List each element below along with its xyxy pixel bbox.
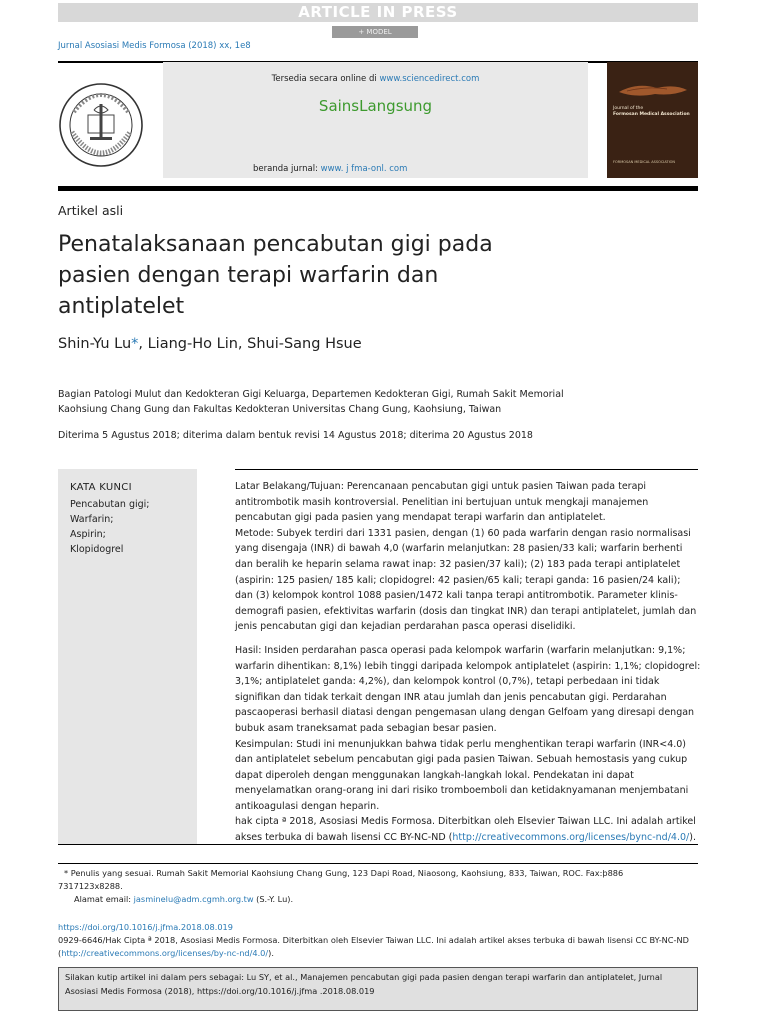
abstract-top-rule — [235, 469, 698, 470]
email-suffix: (S.-Y. Lu). — [253, 894, 294, 904]
received-dates: Diterima 5 Agustus 2018; diterima dalam bentuk revisi 14 Agustus 2018; diterima 20 Agustus 2018 — [58, 430, 533, 441]
affiliation-line-1: Bagian Patologi Mulut dan Kedokteran Gigi Keluarga, Departemen Kedokteran Gigi, Rumah Sakit Memorial — [58, 389, 564, 400]
model-badge: + MODEL — [332, 26, 418, 38]
article-in-press-banner — [58, 3, 698, 22]
society-seal-logo — [58, 82, 144, 168]
email-prefix: Alamat email: — [74, 894, 134, 904]
issn-copyright — [58, 934, 698, 960]
email-link[interactable]: jasminelu@adm.cgmh.org.tw — [133, 894, 254, 904]
corresponding-footnote — [58, 867, 704, 880]
online-prefix: Tersedia secara online di — [271, 74, 380, 84]
copyright-end: ). — [689, 832, 696, 844]
affiliation-line-2: Kaohsiung Chang Gung dan Fakultas Kedokteran Universitas Chang Gung, Kaohsiung, Taiwan — [58, 404, 502, 415]
sciencedirect-brand: SainsLangsung — [318, 97, 433, 115]
cover-title — [613, 106, 690, 118]
footnote-rule — [58, 863, 698, 864]
issn-end: ). — [268, 948, 274, 958]
title-line-3: antiplatelet — [58, 294, 185, 319]
cover-title-line1: Journal of the — [613, 106, 644, 111]
keywords-box — [58, 469, 197, 844]
keyword-item: Klopidogrel — [70, 544, 124, 555]
keyword-item: Warfarin; — [70, 514, 114, 525]
citation-box: Silakan kutip artikel ini dalam pers sebagai: Lu SY, et al., Manajemen pencabutan gigi pada pasien dengan terapi warfarin dan antiplatelet, Jurnal Asosiasi Medis Formosa (2018), https://doi.org/10.1016/j.jfma .2018.08.019 — [58, 967, 698, 1011]
abstract-methods: Metode: Subyek terdiri dari 1331 pasien, dengan (1) 60 pada warfarin dengan rasio normalisasi yang disengaja (INR) di bawah 4,0 (warfarin melanjutkan: 28 pasien/33 kali; warfarin berhenti dan beralih ke heparin selama rawat inap: 32 pasien/37 kali); (2) 183 pada terapi antiplatelet (aspirin: 125 pasien/ 185 kali; clopidogrel: 42 pasien/65 kali; terapi ganda: 16 pasien/24 kali); dan (3) kelompok kontrol 1088 pasien/1472 kali tanpa terapi antitrombotik. Parameter klinis-demografi pasien, efektivitas warfarin (dosis dan tingkat INR) dan terapi antiplatelet, jumlah dan jenis pencabutan gigi dan kejadian perdarahan pasca operasi diselidiki. — [235, 527, 697, 633]
article-type: Artikel asli — [58, 203, 124, 218]
online-availability — [163, 74, 588, 84]
cover-publisher: FORMOSAN MEDICAL ASSOCIATION — [613, 160, 675, 164]
article-title — [58, 229, 538, 322]
journal-homepage — [253, 164, 407, 174]
author-first: Shin-Yu Lu — [58, 336, 132, 352]
abstract-copyright — [235, 814, 701, 845]
keyword-item: Aspirin; — [70, 529, 106, 540]
license-link[interactable]: http://creativecommons.org/licenses/bync-nd/4.0/ — [452, 832, 690, 844]
keywords-heading: KATA KUNCI — [70, 482, 132, 493]
homepage-prefix: beranda jurnal: — [253, 164, 321, 174]
article-in-press-label: ARTICLE IN PRESS — [298, 3, 458, 21]
doi-link[interactable]: https://doi.org/10.1016/j.jfma.2018.08.019 — [58, 922, 233, 932]
email-footnote — [58, 893, 714, 906]
abstract — [235, 479, 701, 846]
journal-reference-link[interactable]: Jurnal Asosiasi Medis Formosa (2018) xx, 1e8 — [58, 41, 251, 51]
author-list — [58, 336, 362, 352]
cover-title-line2: Formosan Medical Association — [613, 112, 690, 117]
corresponding-address: * Penulis yang sesuai. Rumah Sakit Memorial Kaohsiung Chang Gung, 123 Dapi Road, Niaosong, Kaohsiung, 833, Taiwan, ROC. Fax:þ886 — [64, 868, 624, 878]
issn-text: 0929-6646/Hak Cipta ª 2018, Asosiasi Medis Formosa. Diterbitkan oleh Elsevier Taiwan LLC. Ini adalah artikel akses terbuka di bawah lisensi CC BY-NC-ND ( — [58, 935, 689, 958]
corresponding-author-marker[interactable]: * — [131, 336, 139, 352]
journal-header-box — [163, 62, 588, 178]
issn-license-link[interactable]: http://creativecommons.org/licenses/by-nc-nd/4.0/ — [61, 948, 269, 958]
affiliation — [58, 387, 598, 417]
journal-homepage-link[interactable]: www. j fma-onl. com — [320, 164, 408, 174]
cover-artwork — [617, 80, 689, 100]
abstract-background: Latar Belakang/Tujuan: Perencanaan pencabutan gigi untuk pasien Taiwan pada terapi antitrombotik masih kontroversial. Penelitian ini bertujuan untuk mengkaji manajemen pencabutan gigi pada pasien yang mendapat terapi warfarin dan antiplatelet. — [235, 481, 649, 524]
abstract-bottom-rule — [58, 844, 698, 845]
abstract-results: Hasil: Insiden perdarahan pasca operasi pada kelompok warfarin (warfarin melanjutkan: 9,1%; warfarin dihentikan: 8,1%) lebih tinggi daripada kelompok antiplatelet (aspirin: 1,1%; clopidogrel: 3,1%; antiplatelet ganda: 4,2%), dan kelompok kontrol (0,7%), tetapi perbedaan ini tidak signifikan dan tidak terkait dengan INR atau jumlah dan jenis pencabutan gigi. Perdarahan pascaoperasi berhasil diatasi dengan pengemasan ulang dengan Gelfoam yang diresapi dengan bubuk asam traneksamat pada sebagian besar pasien. — [235, 644, 701, 734]
sciencedirect-link[interactable]: www.sciencedirect.com — [379, 74, 480, 84]
abstract-conclusions: Kesimpulan: Studi ini menunjukkan bahwa tidak perlu menghentikan terapi warfarin (INR<4.0) dan antiplatelet sebelum pencabutan gigi pada pasien Taiwan. Sebuah hemostasis yang cukup dapat diperoleh dengan menggunakan langkah-langkah lokal. Pendekatan ini dapat menyelamatkan orang-orang ini dari risiko tromboemboli dan ketidaknyamanan menjembatani antikoagulasi dengan heparin. — [235, 738, 689, 812]
title-line-2: pasien dengan terapi warfarin dan — [58, 263, 439, 288]
copyright-text: hak cipta ª 2018, Asosiasi Medis Formosa. Diterbitkan oleh Elsevier Taiwan LLC. Ini adalah artikel akses terbuka di bawah lisensi CC BY-NC-ND ( — [235, 816, 696, 844]
journal-cover-thumbnail — [607, 62, 698, 178]
fax-continuation: 7317123x8288. — [58, 881, 123, 891]
header-thick-rule — [58, 186, 698, 191]
keyword-item: Pencabutan gigi; — [70, 499, 150, 510]
authors-rest: , Liang-Ho Lin, Shui-Sang Hsue — [138, 336, 362, 352]
title-line-1: Penatalaksanaan pencabutan gigi pada — [58, 232, 493, 257]
